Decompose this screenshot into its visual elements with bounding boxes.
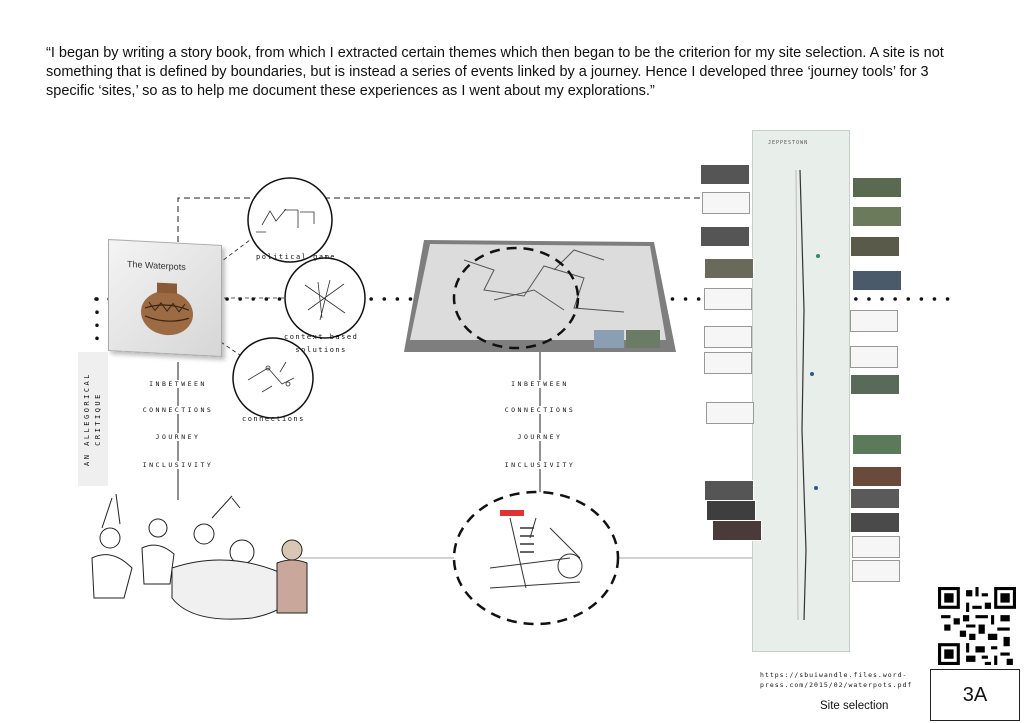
sketch-note	[704, 288, 752, 310]
site-photo	[852, 270, 902, 291]
sketch-note	[706, 402, 754, 424]
site-photo	[700, 226, 750, 247]
sketch-note	[704, 352, 752, 374]
site-photo	[704, 480, 754, 501]
pdf-url: https://sbuiwandle.files.word- press.com/2015/02/waterpots.pdf	[760, 671, 913, 689]
theme-center-inclusivity: INCLUSIVITY	[502, 461, 578, 469]
qr-code	[938, 587, 1016, 665]
sketch-note	[704, 326, 752, 348]
site-photo	[852, 177, 902, 198]
paper-model-photo	[404, 240, 676, 352]
theme-left-inbetween: INBETWEEN	[140, 380, 216, 388]
sketch-note	[852, 536, 900, 558]
circle-label-political-game: political game	[256, 253, 337, 261]
theme-left-connections: CONNECTIONS	[140, 406, 216, 414]
theme-center-inbetween: INBETWEEN	[502, 380, 578, 388]
site-photo	[706, 500, 756, 521]
suspension-diagram	[450, 488, 630, 628]
site-photo	[850, 236, 900, 257]
book-title: The Waterpots	[127, 259, 186, 273]
circle-label-context-solutions: context based solutions	[284, 333, 359, 354]
political-game-circle	[248, 178, 332, 262]
site-photo	[850, 488, 900, 509]
sketch-note	[702, 192, 750, 214]
journey-route	[752, 130, 848, 650]
theme-left-journey: JOURNEY	[140, 433, 216, 441]
theme-left-inclusivity: INCLUSIVITY	[140, 461, 216, 469]
waterpot-image	[109, 240, 221, 356]
jeppestown-title: JEPPESTOWN	[768, 140, 809, 146]
sketch-note	[852, 560, 900, 582]
sheet-number-box	[930, 669, 1020, 721]
circle-label-connections: connections	[242, 415, 305, 423]
theme-center-connections: CONNECTIONS	[502, 406, 578, 414]
site-photo	[850, 512, 900, 533]
site-photo	[700, 164, 750, 185]
site-photo	[852, 466, 902, 487]
site-photo	[712, 520, 762, 541]
theme-center-journey: JOURNEY	[502, 433, 578, 441]
sketch-note	[850, 346, 898, 368]
sheet-caption: Site selection	[820, 700, 889, 712]
story-book	[108, 239, 222, 357]
sketch-note	[850, 310, 898, 332]
site-photo	[704, 258, 754, 279]
sheet-number: 3A	[962, 683, 988, 706]
site-photo	[852, 434, 902, 455]
site-photo	[850, 374, 900, 395]
allegory-sketch	[72, 488, 312, 628]
allegorical-critique-label: AN ALLEGORICAL CRITIQUE	[83, 372, 102, 467]
intro-quote: “I began by writing a story book, from which I extracted certain themes which then began to be the criterion for my site selection. A site is not something that is defined by boundaries, but is instead a series of events linked by a journey. Hence I developed three ‘journey tools’ for 3 specific ‘sites,’ so as to help me document these experiences as I went about my explorations.”	[46, 45, 944, 99]
site-photo	[852, 206, 902, 227]
